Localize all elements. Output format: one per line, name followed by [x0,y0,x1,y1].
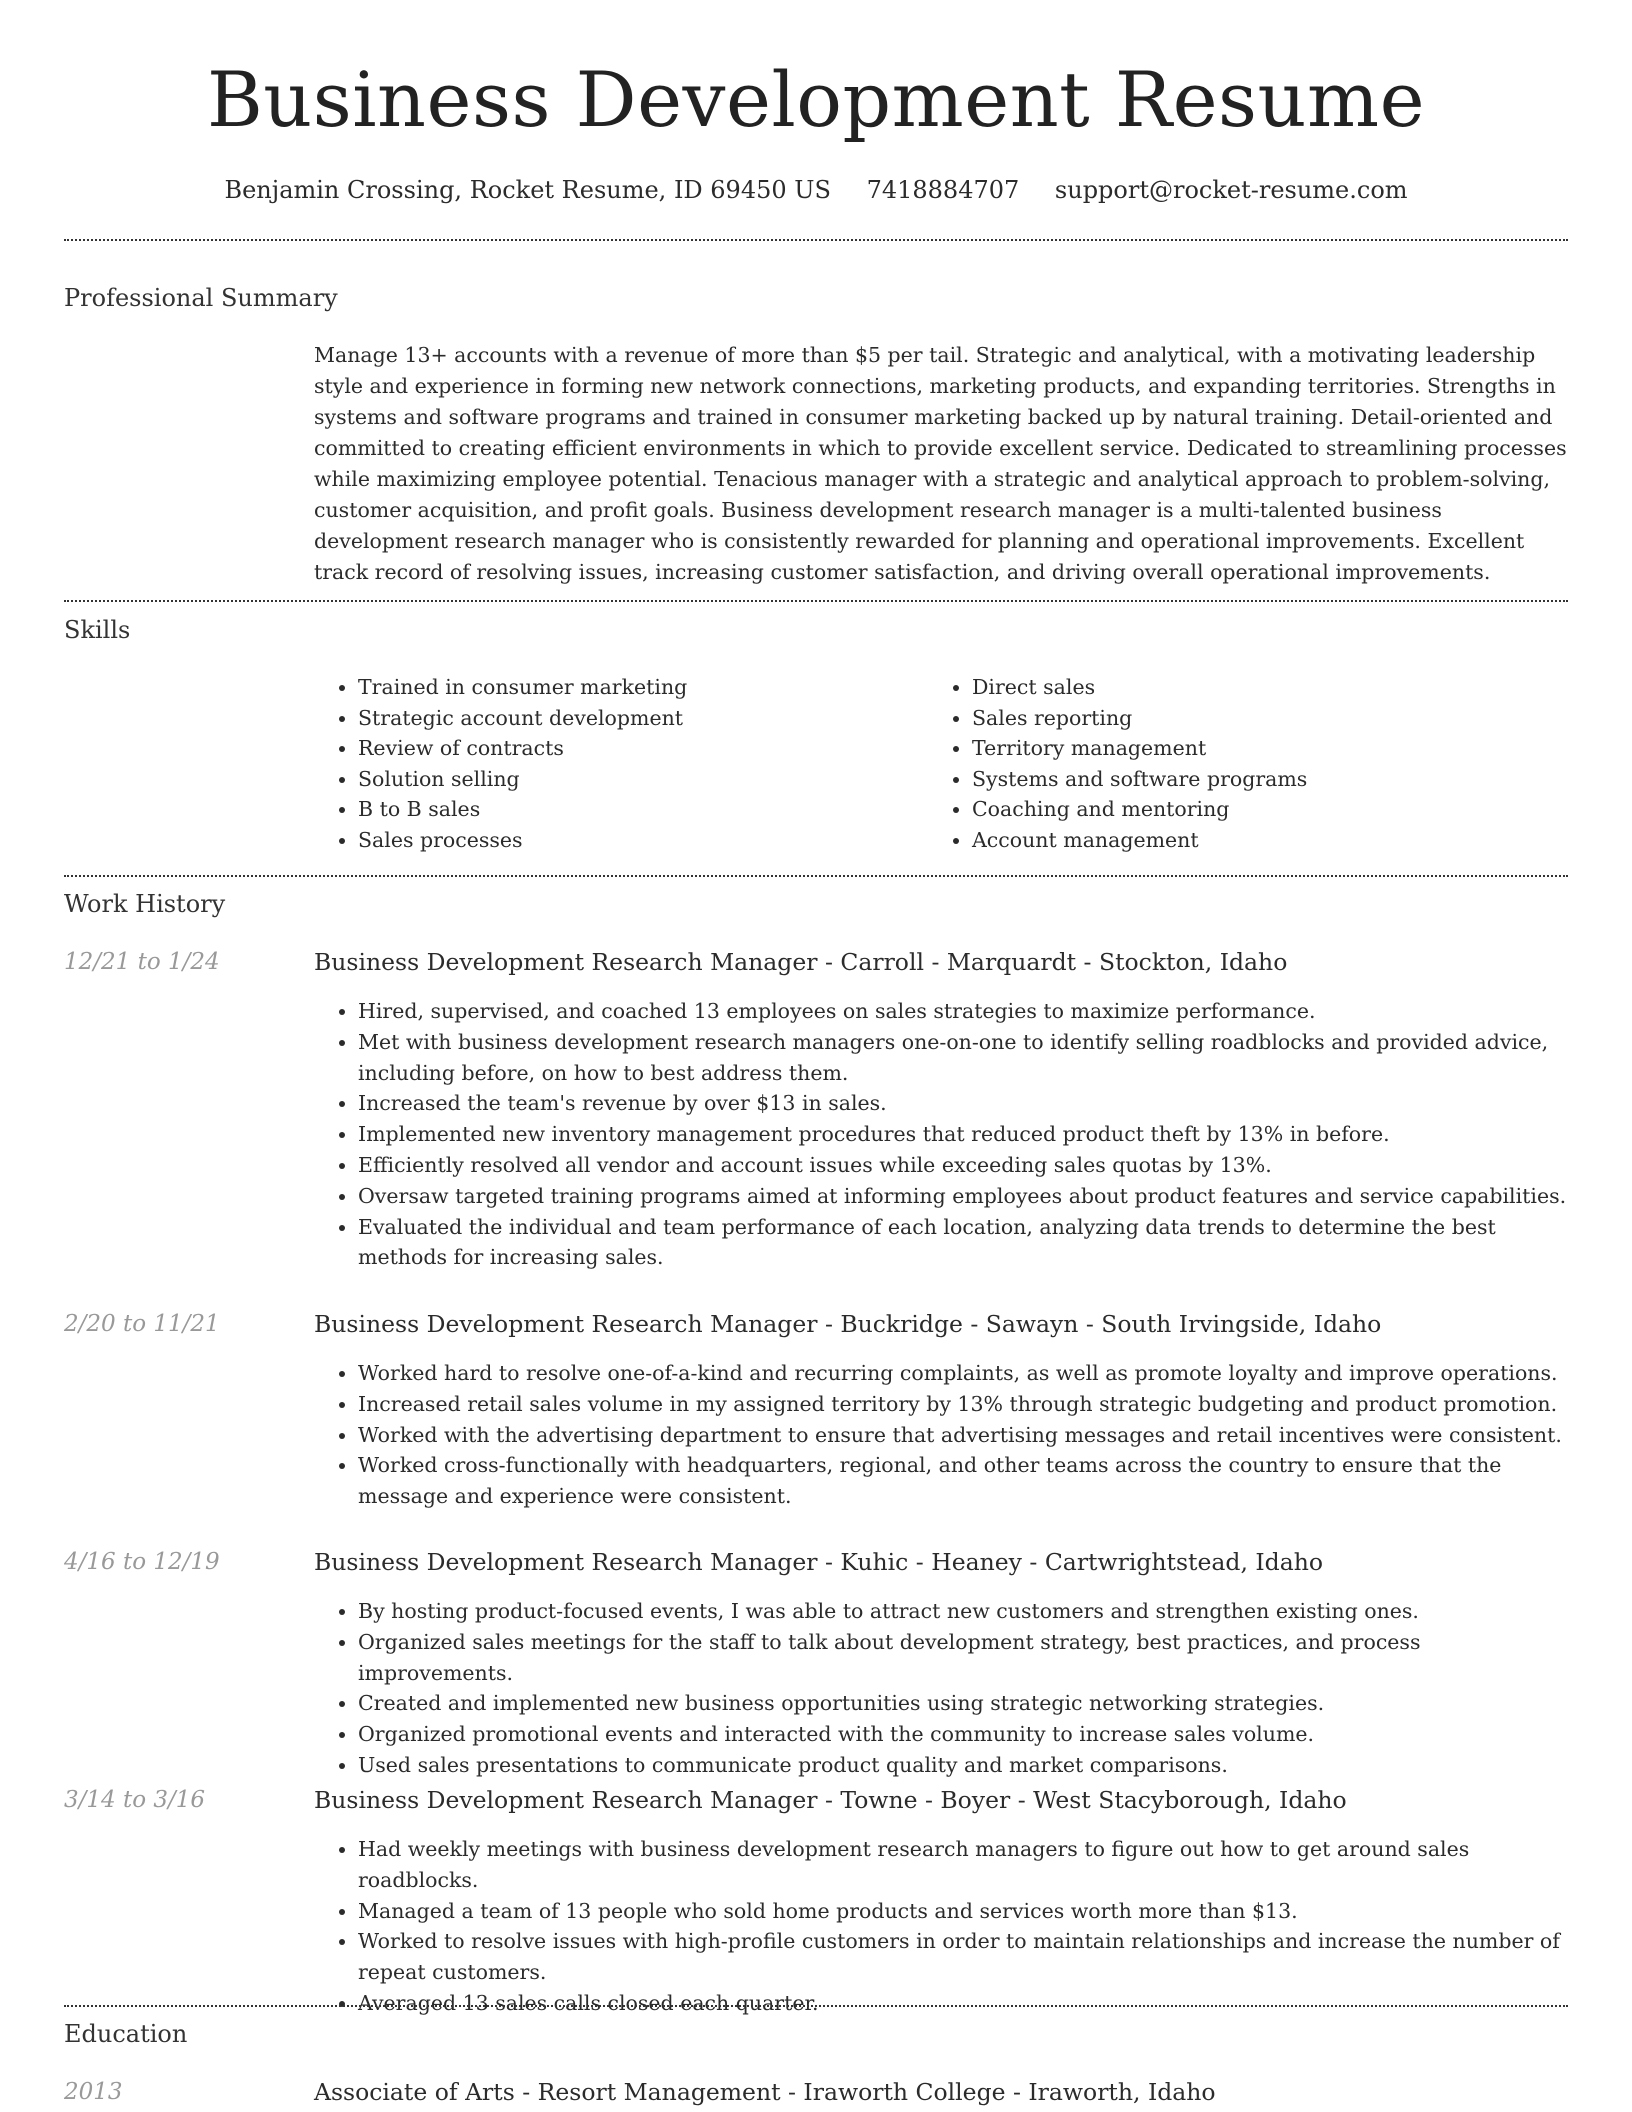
job-dates: 4/16 to 12/19 [64,1549,220,1575]
education-date: 2013 [64,2079,123,2105]
work-heading: Work History [64,890,226,918]
job-bullet: • Increased retail sales volume in my assigned territory by 13% through strategic budgeting and product promotion. [358,1389,1568,1420]
job-bullet: • Worked hard to resolve one-of-a-kind and recurring complaints, as well as promote loyalty and improve operations. [358,1358,1568,1389]
contact-phone: 7418884707 [866,176,1020,204]
job-bullet: • Used sales presentations to communicate product quality and market comparisons. [358,1750,1568,1781]
job-bullet: • Worked with the advertising department to ensure that advertising messages and retail incentives were consistent. [358,1420,1568,1451]
summary-text: Manage 13+ accounts with a revenue of more than $5 per tail. Strategic and analytical, with a motivating leadership style and experience in forming new network connections, marketing products, and expanding territories. Strengths in systems and software programs and trained in consumer marketing backed up by natural training. Detail-oriented and committed to creating efficient environments in which to provide excellent service. Dedicated to streamlining processes while maximizing employee potential. Tenacious manager with a strategic and analytical approach to problem-solving, customer acquisition, and profit goals. Business development research manager is a multi-talented business development research manager who is consistently rewarded for planning and operational improvements. Excellent track record of resolving issues, increasing customer satisfaction, and driving overall operational improvements. [314,343,1567,584]
skill-item: • B to B sales [358,794,928,825]
job-bullet: • Oversaw targeted training programs aimed at informing employees about product features and service capabilities. [358,1181,1568,1212]
job-bullet: • Organized sales meetings for the staff to talk about development strategy, best practices, and process improvements. [358,1627,1568,1689]
skill-item: • Trained in consumer marketing [358,672,928,703]
skill-item: • Account management [972,825,1552,856]
job-dates: 2/20 to 11/21 [64,1311,220,1337]
section-divider [64,2005,1568,2007]
job-bullet: • Hired, supervised, and coached 13 employees on sales strategies to maximize performance. [358,996,1568,1027]
job-dates: 12/21 to 1/24 [64,949,220,975]
skill-item: • Sales reporting [972,703,1552,734]
job-bullet: • Efficiently resolved all vendor and account issues while exceeding sales quotas by 13%. [358,1150,1568,1181]
summary-heading: Professional Summary [64,284,338,312]
job-bullet: • Worked cross-functionally with headquarters, regional, and other teams across the country to ensure that the message and experience were consistent. [358,1450,1568,1512]
skill-item: • Systems and software programs [972,764,1552,795]
job-bullet: • Worked to resolve issues with high-profile customers in order to maintain relationships and increase the number of repeat customers. [358,1926,1568,1988]
skills-list [314,672,1568,856]
skill-item: • Solution selling [358,764,928,795]
skills-column-right [928,672,1552,856]
section-divider [64,600,1568,602]
contact-email: support@rocket-resume.com [1054,176,1408,204]
job-bullet: • Created and implemented new business opportunities using strategic networking strategies. [358,1688,1568,1719]
skill-item: • Review of contracts [358,733,928,764]
job-bullet: • Evaluated the individual and team performance of each location, analyzing data trends to determine the best methods for increasing sales. [358,1212,1568,1274]
job-bullet: • Had weekly meetings with business development research managers to figure out how to get around sales roadblocks. [358,1834,1568,1896]
skill-item: • Sales processes [358,825,928,856]
job-title: Business Development Research Manager - Towne - Boyer - West Stacyborough, Idaho [314,1786,1347,1814]
section-divider [64,239,1568,241]
education-title: Associate of Arts - Resort Management - Iraworth College - Iraworth, Idaho [314,2078,1216,2106]
skills-column-left [314,672,928,856]
contact-address: Benjamin Crossing, Rocket Resume, ID 69450 US [224,176,831,204]
education-heading: Education [64,2020,188,2048]
job-bullet: • Increased the team's revenue by over $13 in sales. [358,1088,1568,1119]
skill-item: • Strategic account development [358,703,928,734]
job-bullets [314,1596,1568,1781]
skills-heading: Skills [64,616,131,644]
job-title: Business Development Research Manager - Carroll - Marquardt - Stockton, Idaho [314,948,1288,976]
job-bullet: • By hosting product-focused events, I was able to attract new customers and strengthen existing ones. [358,1596,1568,1627]
resume-title: Business Development Resume [206,55,1426,144]
skill-item: • Coaching and mentoring [972,794,1552,825]
job-bullets [314,996,1568,1273]
job-title: Business Development Research Manager - Buckridge - Sawayn - South Irvingside, Idaho [314,1310,1382,1338]
job-dates: 3/14 to 3/16 [64,1787,206,1813]
job-bullets [314,1358,1568,1512]
job-bullet: • Averaged 13 sales calls closed each quarter. [358,1988,1568,2019]
job-bullet: • Met with business development research managers one-on-one to identify selling roadblocks and provided advice, including before, on how to best address them. [358,1027,1568,1089]
job-title: Business Development Research Manager - Kuhic - Heaney - Cartwrightstead, Idaho [314,1548,1324,1576]
job-bullet: • Managed a team of 13 people who sold home products and services worth more than $13. [358,1896,1568,1927]
skill-item: • Direct sales [972,672,1552,703]
contact-line [64,170,1568,210]
job-bullets [314,1834,1568,2019]
job-bullet: • Organized promotional events and interacted with the community to increase sales volume. [358,1719,1568,1750]
skill-item: • Territory management [972,733,1552,764]
job-bullet: • Implemented new inventory management procedures that reduced product theft by 13% in before. [358,1119,1568,1150]
section-divider [64,875,1568,877]
